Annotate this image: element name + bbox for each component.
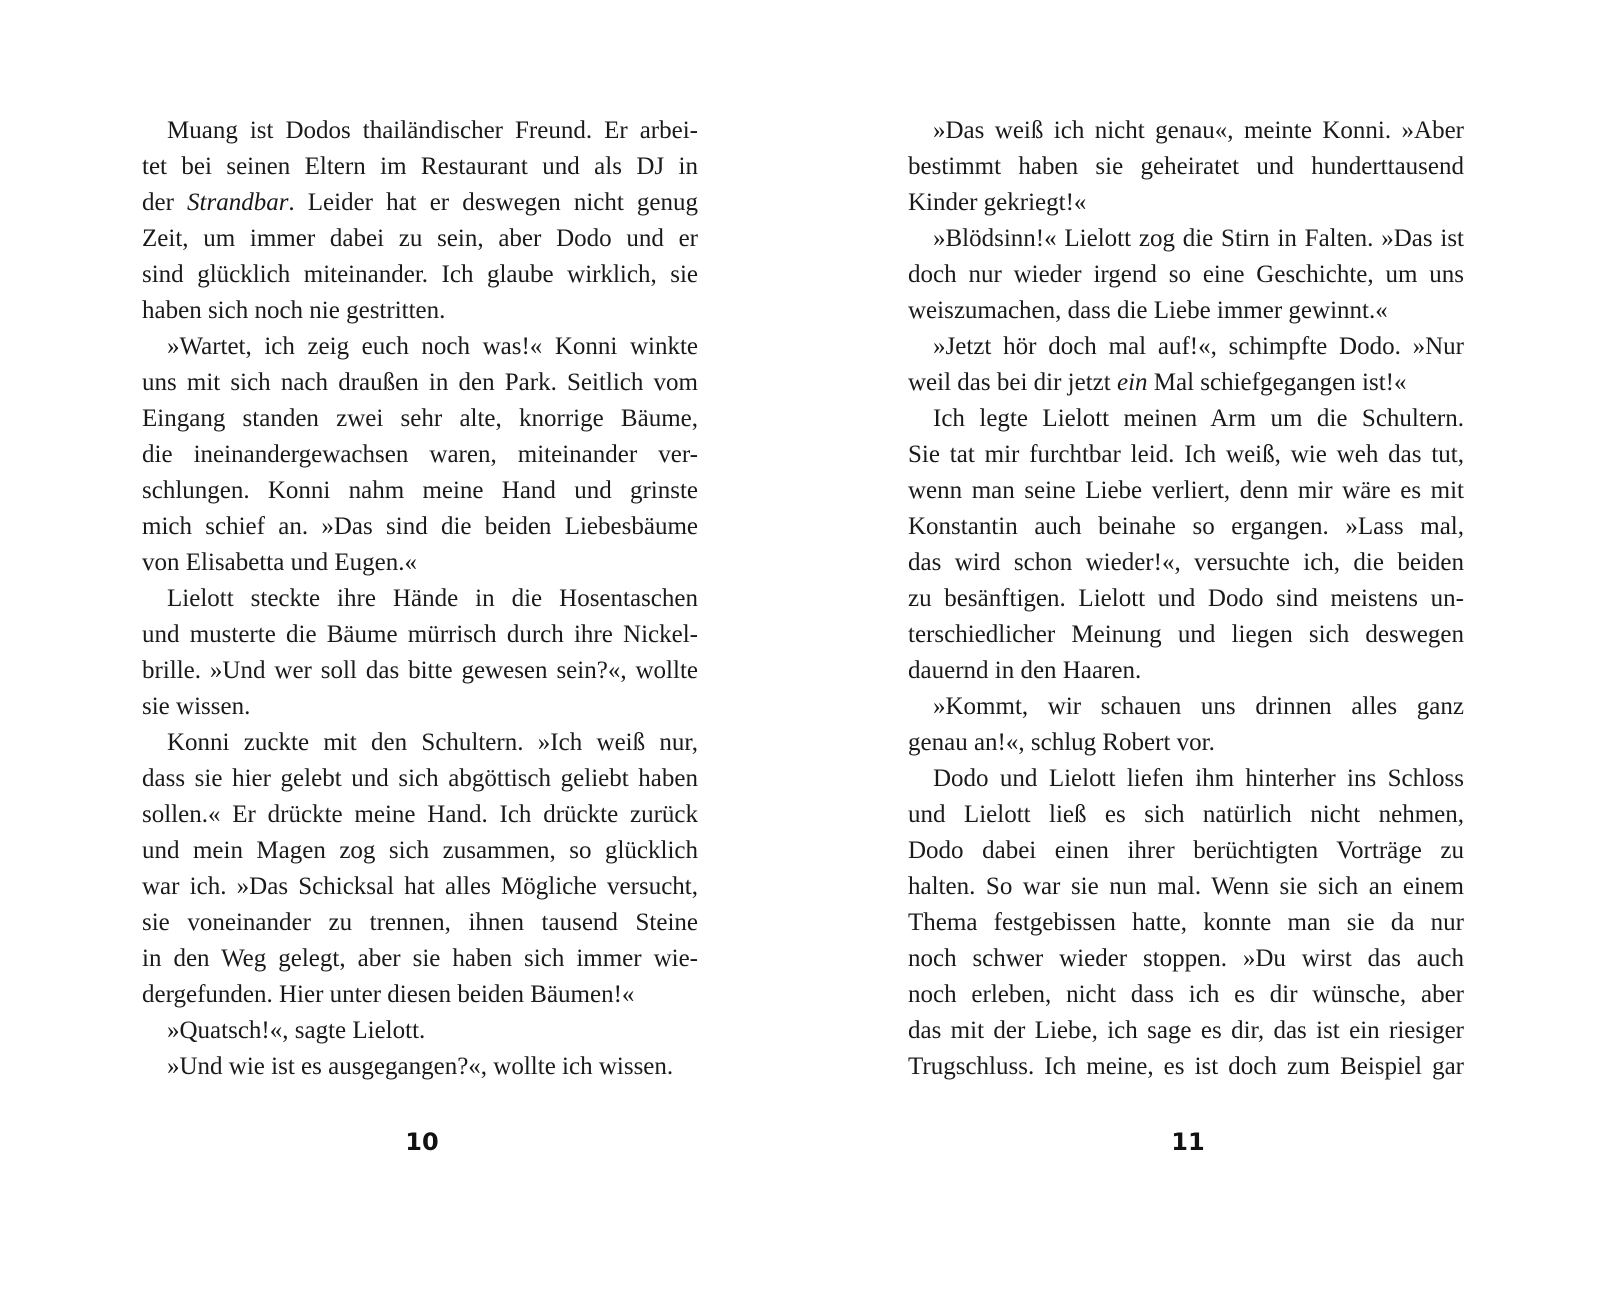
text-line: das wird schon wieder!«, versuchte ich, die beiden — [908, 549, 1464, 576]
text-line: halten. So war sie nun mal. Wenn sie sich an einem — [908, 873, 1464, 900]
text-line: schlungen. Konni nahm meine Hand und grinste — [142, 477, 698, 504]
text-line: haben sich noch nie gestritten. — [142, 297, 446, 324]
right-page-text — [908, 113, 1464, 1085]
text-line: Thema festgebissen hatte, konnte man sie da nur — [908, 909, 1464, 936]
italic-text: ein — [1116, 369, 1148, 396]
text-line: dergefunden. Hier unter diesen beiden Bäumen!« — [142, 981, 635, 1008]
text-line: Eingang standen zwei sehr alte, knorrige Bäume, — [142, 405, 698, 432]
italic-text: Strandbar — [187, 189, 289, 216]
text-line: das mit der Liebe, ich sage es dir, das ist ein riesiger — [908, 1017, 1464, 1044]
text-line: doch nur wieder irgend so eine Geschichte, um uns — [908, 261, 1464, 288]
text-line: und Lielott ließ es sich natürlich nicht nehmen, — [908, 801, 1464, 828]
text-line: Lielott steckte ihre Hände in die Hosentaschen — [167, 585, 698, 612]
text-line: tet bei seinen Eltern im Restaurant und als DJ in — [142, 153, 698, 180]
text-line: Zeit, um immer dabei zu sein, aber Dodo und er — [142, 225, 698, 252]
text-line: sollen.« Er drückte meine Hand. Ich drückte zurück — [142, 801, 698, 828]
text-line: »Das weiß ich nicht genau«, meinte Konni. »Aber — [933, 117, 1464, 144]
text-line: Kinder gekriegt!« — [908, 189, 1087, 216]
text-line: Sie tat mir furchtbar leid. Ich weiß, wie weh das tut, — [908, 441, 1464, 468]
text-line: »Und wie ist es ausgegangen?«, wollte ich wissen. — [167, 1053, 674, 1080]
text-segment: weil das bei dir jetzt — [908, 369, 1117, 396]
text-line: uns mit sich nach draußen in den Park. Seitlich vom — [142, 369, 698, 396]
text-line: Trugschluss. Ich meine, es ist doch zum Beispiel gar — [908, 1053, 1464, 1080]
left-page-number: 10 — [405, 1128, 439, 1156]
text-line: »Jetzt hör doch mal auf!«, schimpfte Dodo. »Nur — [933, 333, 1464, 360]
text-line: mich schief an. »Das sind die beiden Liebesbäume — [142, 513, 698, 540]
text-line: war ich. »Das Schicksal hat alles Mögliche versucht, — [142, 873, 698, 900]
text-line: dass sie hier gelebt und sich abgöttisch geliebt haben — [142, 765, 698, 792]
right-page-number: 11 — [1171, 1128, 1205, 1156]
left-page-text — [142, 113, 698, 1085]
text-line: zu besänftigen. Lielott und Dodo sind meistens un- — [908, 585, 1464, 612]
text-line: sie wissen. — [142, 693, 251, 720]
text-line: Konstantin auch beinahe so ergangen. »Lass mal, — [908, 513, 1464, 540]
text-line: sie voneinander zu trennen, ihnen tausend Steine — [142, 909, 698, 936]
text-line: Dodo dabei einen ihrer berüchtigten Vorträge zu — [908, 837, 1464, 864]
text-line: »Quatsch!«, sagte Lielott. — [167, 1017, 426, 1044]
text-line: weiszumachen, dass die Liebe immer gewinnt.« — [908, 297, 1388, 324]
text-line: und mein Magen zog sich zusammen, so glücklich — [142, 837, 698, 864]
text-line: bestimmt haben sie geheiratet und hunderttausend — [908, 153, 1464, 180]
text-segment: . Leider hat er deswegen nicht genug — [288, 189, 699, 216]
text-line: und musterte die Bäume mürrisch durch ihre Nickel- — [142, 621, 698, 648]
text-line: terschiedlicher Meinung und liegen sich deswegen — [908, 621, 1464, 648]
text-line: in den Weg gelegt, aber sie haben sich immer wie- — [142, 945, 698, 972]
text-segment: der — [142, 189, 188, 216]
text-line — [142, 185, 698, 221]
text-line: Muang ist Dodos thailändischer Freund. Er arbei- — [167, 117, 698, 144]
text-segment: Mal schiefgegangen ist!« — [1147, 369, 1407, 396]
text-line: die ineinandergewachsen waren, miteinander ver- — [142, 441, 698, 468]
text-line: dauernd in den Haaren. — [908, 657, 1142, 684]
text-line: »Kommt, wir schauen uns drinnen alles ganz — [933, 693, 1464, 720]
text-line: Konni zuckte mit den Schultern. »Ich weiß nur, — [167, 729, 698, 756]
text-line: wenn man seine Liebe verliert, denn mir wäre es mit — [908, 477, 1464, 504]
text-line: noch erleben, nicht dass ich es dir wünsche, aber — [908, 981, 1464, 1008]
text-line — [908, 365, 1464, 401]
text-line: brille. »Und wer soll das bitte gewesen sein?«, wollte — [142, 657, 698, 684]
text-line: genau an!«, schlug Robert vor. — [908, 729, 1215, 756]
text-line: Ich legte Lielott meinen Arm um die Schultern. — [933, 405, 1464, 432]
text-line: von Elisabetta und Eugen.« — [142, 549, 417, 576]
text-line: »Blödsinn!« Lielott zog die Stirn in Falten. »Das ist — [933, 225, 1464, 252]
text-line: Dodo und Lielott liefen ihm hinterher ins Schloss — [933, 765, 1464, 792]
text-line: noch schwer wieder stoppen. »Du wirst das auch — [908, 945, 1464, 972]
text-line: »Wartet, ich zeig euch noch was!« Konni winkte — [167, 333, 698, 360]
text-line: sind glücklich miteinander. Ich glaube wirklich, sie — [142, 261, 698, 288]
